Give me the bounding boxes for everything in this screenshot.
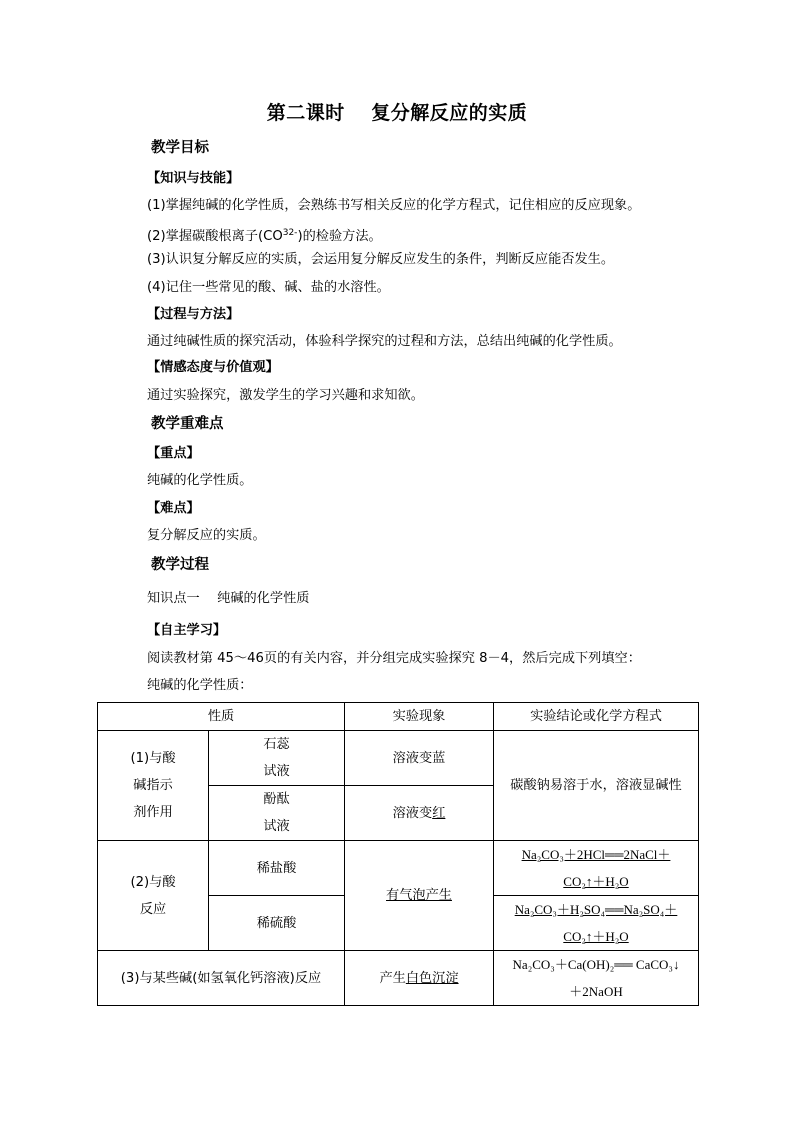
litmus-line-2: 试液 (263, 764, 290, 779)
process-method-label: 【过程与方法】 (147, 307, 240, 322)
objective-item-1: (1)掌握纯碱的化学性质，会熟练书写相关反应的化学方程式，记住相应的反应现象。 (147, 198, 641, 213)
key-text: 纯碱的化学性质。 (147, 473, 253, 488)
phenolphthalein-phenomenon (345, 786, 494, 841)
header-conclusion: 实验结论或化学方程式 (494, 703, 699, 731)
objective-item-4: (4)记住一些常见的酸、碱、盐的水溶性。 (147, 280, 390, 295)
objectives-heading: 教学目标 (151, 140, 209, 156)
emotion-label: 【情感态度与价值观】 (147, 360, 279, 375)
knowledge-point-title: 知识点一 纯碱的化学性质 (147, 591, 310, 606)
acid-phenomenon-answer: 有气泡产生 (386, 888, 452, 903)
soda-properties-table (97, 702, 699, 1006)
property-indicator-line-2: 碱指示 (133, 778, 173, 793)
table-header-row (98, 703, 699, 731)
acid-phenomenon (345, 841, 494, 951)
phenolphthalein-phenomenon-text: 溶液变 (392, 805, 433, 821)
base-phenomenon (345, 951, 494, 1006)
dilute-hcl: 稀盐酸 (209, 841, 345, 896)
table-intro: 纯碱的化学性质： (147, 678, 253, 693)
reading-instruction: 阅读教材第 45～46页的有关内容，并分组完成实验探究 8－4，然后完成下列填空： (147, 651, 641, 666)
base-phenomenon-text: 产生 (379, 970, 406, 986)
objective-item-3: (3)认识复分解反应的实质，会运用复分解反应发生的条件，判断反应能否发生。 (147, 252, 615, 267)
property-acid (98, 841, 209, 951)
self-study-label: 【自主学习】 (147, 623, 227, 638)
litmus-phenomenon: 溶液变蓝 (345, 731, 494, 786)
process-method-text: 通过纯碱性质的探究活动，体验科学探究的过程和方法，总结出纯碱的化学性质。 (147, 334, 622, 349)
objective-item-2-tail: )的检验方法。 (297, 229, 382, 244)
hcl-equation (494, 841, 699, 896)
property-base: (3)与某些碱(如氢氧化钙溶液)反应 (98, 951, 345, 1006)
difficult-text: 复分解反应的实质。 (147, 528, 266, 543)
litmus-line-1: 石蕊 (263, 737, 290, 752)
hcl-equation-line-1: Na₂CO₃＋2HCl══2NaCl＋ (521, 847, 671, 862)
header-property: 性质 (98, 703, 345, 731)
teaching-process-heading: 教学过程 (151, 557, 209, 573)
phenolphthalein-phenomenon-answer: 红 (432, 805, 446, 821)
hcl-equation-line-2: CO₂↑＋H₂O (563, 874, 629, 889)
property-indicator-line-1: (1)与酸 (130, 751, 176, 766)
base-equation-line-1: Na₂CO₃＋Ca(OH)₂══ CaCO₃↓ (512, 957, 680, 972)
key-label: 【重点】 (147, 446, 200, 461)
table-row (98, 951, 699, 1006)
header-phenomenon: 实验现象 (345, 703, 494, 731)
property-indicator (98, 731, 209, 841)
table-row (98, 731, 699, 786)
property-indicator-line-3: 剂作用 (133, 805, 173, 820)
phenolphthalein-line-2: 试液 (263, 819, 290, 834)
page-title: 第二课时 复分解反应的实质 (266, 102, 528, 124)
objective-item-2-text: (2)掌握碳酸根离子(CO (147, 229, 283, 244)
phenolphthalein-line-1: 酚酞 (263, 792, 290, 807)
knowledge-label: 【知识与技能】 (147, 171, 240, 186)
objective-item-2 (147, 224, 382, 246)
difficult-label: 【难点】 (147, 501, 200, 516)
h2so4-equation (494, 896, 699, 951)
base-phenomenon-answer: 白色沉淀 (405, 970, 459, 986)
dilute-h2so4: 稀硫酸 (209, 896, 345, 951)
indicator-conclusion: 碳酸钠易溶于水，溶液显碱性 (494, 731, 699, 841)
table-row (98, 841, 699, 896)
property-acid-line-2: 反应 (139, 901, 167, 917)
h2so4-equation-line-1: Na₂CO₃＋H₂SO₄══Na₂SO₄＋ (514, 902, 678, 917)
key-points-heading: 教学重难点 (151, 416, 224, 432)
h2so4-equation-line-2: CO₂↑＋H₂O (563, 929, 629, 944)
carbonate-charge: 32- (282, 228, 298, 238)
phenolphthalein-reagent (209, 786, 345, 841)
base-equation-line-2: ＋2NaOH (569, 984, 623, 999)
litmus-reagent (209, 731, 345, 786)
emotion-text: 通过实验探究，激发学生的学习兴趣和求知欲。 (147, 388, 424, 403)
base-equation (494, 951, 699, 1006)
property-acid-line-1: (2)与酸 (130, 874, 176, 890)
